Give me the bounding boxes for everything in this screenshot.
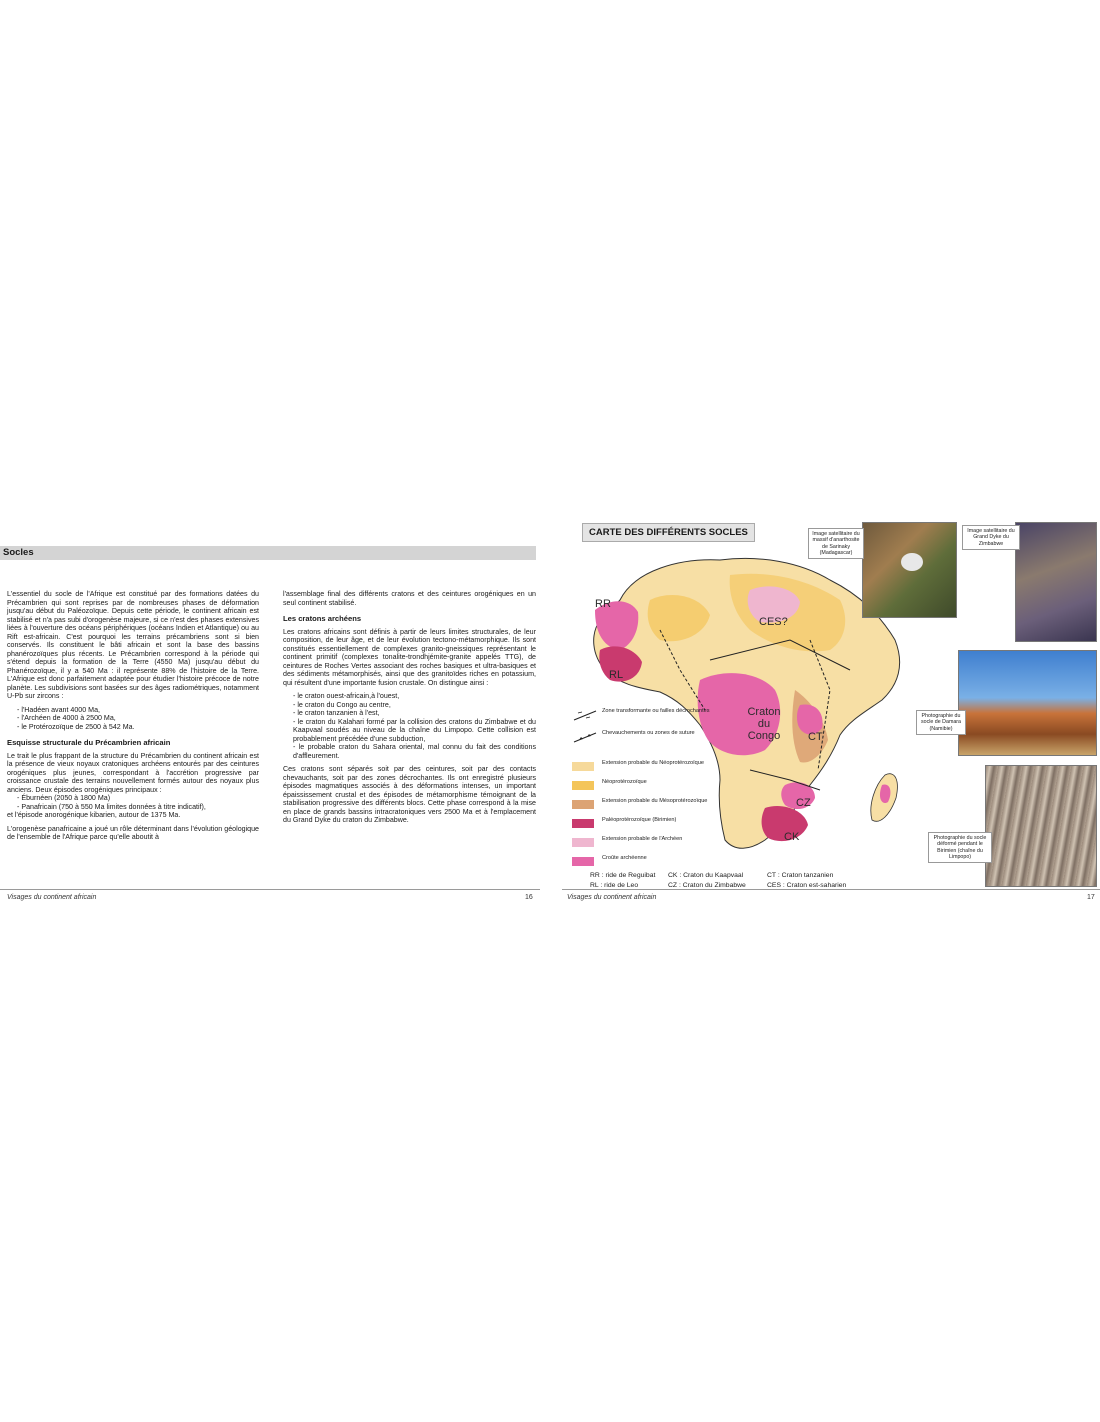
abbreviation: CES : Craton est-saharien	[767, 882, 847, 889]
section-header	[0, 546, 536, 560]
satellite-image-great-dyke	[1015, 522, 1097, 642]
abbreviation: RL : ride de Leo	[590, 882, 639, 889]
list-item: - le craton tanzanien à l'est,	[293, 709, 380, 717]
abbreviation: CZ : Craton du Zimbabwe	[668, 882, 746, 889]
legend-label: Zone transformante ou failles décrochantes	[602, 708, 710, 714]
list-item: - Éburnéen (2050 à 1800 Ma)	[17, 794, 111, 802]
label-tanzanian: CT	[808, 731, 823, 743]
paragraph: Ces cratons sont séparés soit par des ceintures, soit par des contacts chevauchants, soit par des zones décrochantes. Ils ont enregistré plusieurs épisodes magmatiques associés à des déformations intenses, un important épaississement crustal et des épisodes de métamorphisme témoignant de la stabilisation progressive des différents blocs. Cette phase correspond à la mise en place de grands bassins intracratoniques vers 2500 Ma et à l'emplacement du Grand Dyke du craton du Zimbabwe.	[283, 765, 536, 824]
orogenic-list	[7, 794, 259, 811]
anorthosite-massif	[901, 553, 923, 571]
photo-caption: Photographie du socle déformé pendant le Birimien (chaîne du Limpopo)	[928, 832, 992, 863]
paragraph: et l'épisode anorogénique kibarien, autour de 1375 Ma.	[7, 811, 181, 819]
legend-label: Croûte archéenne	[602, 855, 647, 861]
paragraph: L'essentiel du socle de l'Afrique est constitué par des formations datées du Précambrien qui sont reprises par de nombreuses phases de déformation jusqu'au début du Paléozoïque. Depuis cette période, le continent africain est stabilisé et n'a pas subi d'orogenèse majeure, si ce n'est des phases extensives liées à l'ouverture des océans périphériques (océans Indien et Atlantique) ou au Rift est-africain. C'est pourquoi les terrains précambriens sont si bien conservés. Ils constituent le bâti africain et sont la base des bassins phanérozoïques plus récents. Le Précambrien correspond à la période qui s'étend depuis la formation de la Terre (4550 Ma) jusqu'au début du Phanérozoïque, il y a 540 Ma : il représente 88% de l'histoire de la Terre. L'Afrique est donc parfaitement adaptée pour étudier l'histoire précoce de notre planète. Les subdivisions sont basées sur des âges radiométriques, notamment U-Pb sur zircons :	[7, 590, 259, 700]
page-number: 17	[1087, 894, 1095, 901]
photo-limpopo-deformed-rock	[985, 765, 1097, 887]
strike-slip-fault-icon	[572, 708, 598, 722]
photo-caption: Image satellitaire du Grand Dyke du Zimbabwe	[962, 525, 1020, 550]
legend-swatch	[572, 762, 594, 771]
abbreviation: CT : Craton tanzanien	[767, 872, 834, 879]
subheading: Esquisse structurale du Précambrien africain	[7, 738, 171, 747]
photo-caption: Image satellitaire du massif d'anarthosite de Sarinaky (Madagascar)	[808, 528, 864, 559]
paragraph: Les cratons africains sont définis à partir de leurs limites structurales, de leur composition, de leur âge, et de leur évolution tectono-métamorphique. Ils sont constitués essentiellement de complexes granito-gneissiques représentant le continent primitif (complexes tonalite-trondhjémite-granite appelés TTG), de ceintures de Roches Vertes associant des roches basiques et ultra-basiques et des sédiments métamorphisés, ainsi que des granitoïdes riches en potassium, qui résultent d'une importante fusion crustale. On distingue ainsi :	[283, 627, 536, 687]
footer-rule	[0, 889, 540, 890]
legend-swatch	[572, 800, 594, 809]
craton-list	[283, 692, 536, 760]
satellite-image-sarinaky	[862, 522, 957, 618]
label-leo: RL	[609, 669, 624, 681]
list-item: - l'Archéen de 4000 à 2500 Ma,	[17, 714, 116, 722]
list-item: - l'Hadéen avant 4000 Ma,	[17, 705, 100, 714]
legend-item	[572, 730, 712, 760]
list-item: - Panafricain (750 à 550 Ma limites données à titre indicatif),	[17, 802, 206, 811]
legend-item	[572, 817, 712, 836]
legend-item	[572, 798, 712, 817]
map-title: CARTE DES DIFFÉRENTS SOCLES	[582, 523, 755, 542]
list-item: - le craton ouest-africain,à l'ouest,	[293, 692, 400, 700]
legend-swatch	[572, 781, 594, 790]
paragraph: l'assemblage final des différents cratons et des ceintures orogéniques en un seul continent stabilisé.	[283, 590, 536, 607]
abbreviation: RR : ride de Reguibat	[590, 872, 656, 879]
legend-label: Paléoprotérozoïque (Birimien)	[602, 817, 677, 823]
section-title: Socles	[3, 547, 34, 558]
list-item: - le craton du Congo au centre,	[293, 700, 391, 709]
legend-swatch	[572, 819, 594, 828]
list-item: - le Protérozoïque de 2500 à 542 Ma.	[17, 722, 135, 731]
list-item: - le craton du Kalahari formé par la collision des cratons du Zimbabwe et du Kaapvaal soudés au niveau de la chaîne du Limpopo. Cette collision est probablement précédée d'une subduction,	[293, 717, 536, 743]
label-congo: Craton du Congo	[747, 706, 781, 742]
footer-title: Visages du continent africain	[7, 894, 97, 901]
legend-swatch	[572, 838, 594, 847]
label-zimbabwe: CZ	[796, 797, 811, 809]
paragraph: L'orogenèse panafricaine a joué un rôle déterminant dans l'évolution géologique de l'ensemble de l'Afrique parce qu'elle aboutit à	[7, 824, 259, 841]
legend-item	[572, 836, 712, 855]
legend-label: Extension probable du Néoprotérozoïque	[602, 760, 705, 766]
legend-label: Extension probable de l'Archéen	[602, 836, 683, 842]
text-column-1	[7, 590, 259, 847]
text-column-2	[283, 590, 536, 830]
map-legend	[572, 708, 712, 874]
paragraph: Le trait le plus frappant de la structure du Précambrien du continent africain est la présence de vieux noyaux cratoniques archéens entourés par des ceintures orogéniques plus jeunes, correspondant à l'accrétion progressive par croissance crustale des terrains nouvellement formés autour des noyaux plus anciens. Deux épisodes orogéniques principaux :	[7, 751, 259, 794]
list-item: - le probable craton du Sahara oriental, mal connu du fait des conditions d'affleurement.	[293, 743, 536, 760]
subheading: Les cratons archéens	[283, 614, 362, 623]
label-reguibat: RR	[595, 598, 611, 610]
abbreviation: CK : Craton du Kaapvaal	[668, 872, 744, 879]
label-kaapvaal: CK	[784, 831, 800, 843]
photo-caption: Photographie du socle de Damara (Namibie)	[916, 710, 966, 735]
legend-swatch	[572, 857, 594, 866]
legend-label: Chevauchements ou zones de suture	[602, 730, 695, 736]
footer-title: Visages du continent africain	[567, 894, 657, 901]
legend-item	[572, 779, 712, 798]
page-number: 16	[525, 894, 533, 901]
legend-label: Extension probable du Mésoprotérozoïque	[602, 798, 708, 804]
label-east-saharan: CES?	[759, 616, 788, 628]
legend-label: Néoprotérozoïque	[602, 779, 647, 785]
legend-item	[572, 708, 712, 730]
photo-damara-basement	[958, 650, 1097, 756]
thrust-fault-icon	[572, 730, 598, 744]
left-page	[0, 0, 545, 1422]
era-list	[7, 706, 259, 732]
legend-item	[572, 760, 712, 779]
